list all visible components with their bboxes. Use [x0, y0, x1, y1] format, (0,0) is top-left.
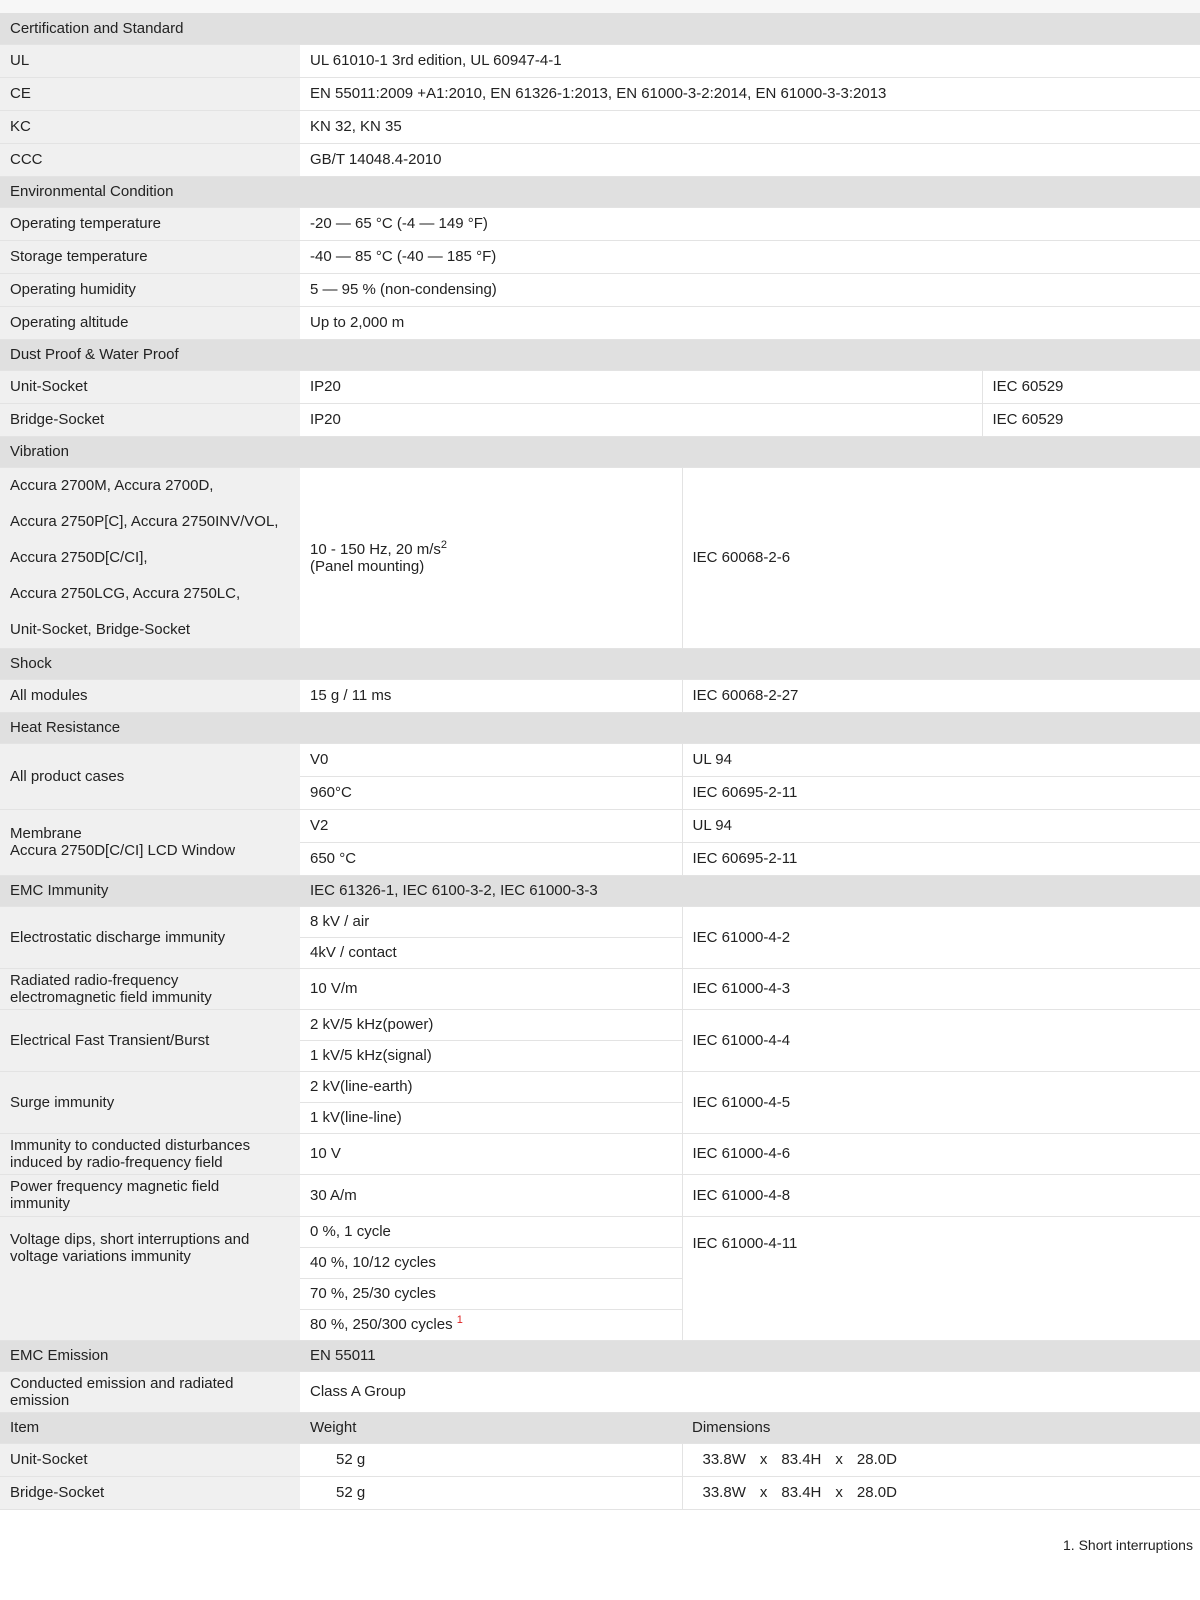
label-line: Power frequency magnetic field [10, 1178, 220, 1195]
row-value: GB/T 14048.4-2010 [300, 143, 1200, 176]
model-line: Accura 2750LCG, Accura 2750LC, [10, 584, 241, 602]
row-value: 5 — 95 % (non-condensing) [300, 273, 1200, 306]
table-row [0, 77, 1200, 110]
table-row [0, 306, 1200, 339]
section-certification [0, 13, 1200, 44]
row-label [0, 809, 300, 875]
row-label [0, 968, 300, 1009]
table-row [0, 467, 1200, 648]
section-title: Certification and Standard [0, 13, 1200, 44]
row-value: 4kV / contact [300, 937, 682, 968]
dim-w: 33.8W [702, 1484, 746, 1501]
section-title: Heat Resistance [0, 712, 1200, 743]
table-row [0, 1071, 1200, 1102]
section-title: EMC Immunity [0, 875, 300, 906]
times-sign: x [759, 1484, 768, 1501]
row-standard: IEC 60695-2-11 [682, 776, 1200, 809]
superscript: 2 [440, 538, 448, 551]
row-value: 2 kV(line-earth) [300, 1071, 682, 1102]
row-dimensions [682, 1443, 1200, 1476]
row-label [0, 1216, 300, 1340]
header-dimensions: Dimensions [682, 1412, 1200, 1443]
row-label: UL [0, 44, 300, 77]
model-line: Unit-Socket, Bridge-Socket [10, 620, 191, 638]
row-value: 960°C [300, 776, 682, 809]
row-standard: IEC 61000-4-2 [682, 906, 1200, 968]
section-title: Dust Proof & Water Proof [0, 339, 1200, 370]
row-value: -20 — 65 °C (-4 — 149 °F) [300, 207, 1200, 240]
table-row [0, 110, 1200, 143]
table-row [0, 809, 1200, 842]
row-value [300, 1309, 682, 1340]
section-vibration [0, 436, 1200, 467]
row-label: Operating altitude [0, 306, 300, 339]
section-emc-immunity [0, 875, 1200, 906]
row-standard: UL 94 [682, 809, 1200, 842]
row-weight [300, 1443, 682, 1476]
header-item: Item [0, 1412, 300, 1443]
row-value: -40 — 85 °C (-40 — 185 °F) [300, 240, 1200, 273]
row-standard: IEC 61000-4-3 [682, 968, 1200, 1009]
row-standard: IEC 60695-2-11 [682, 842, 1200, 875]
vibration-value: 10 - 150 Hz, 20 m/s [310, 540, 441, 558]
header-weight: Weight [300, 1412, 682, 1443]
table-row [0, 1371, 1200, 1412]
table-row [0, 403, 1200, 436]
row-value: V2 [300, 809, 682, 842]
dim-h: 83.4H [781, 1484, 822, 1501]
table-row [0, 679, 1200, 712]
row-standard: IEC 61000-4-11 [682, 1216, 1200, 1340]
table-row [0, 743, 1200, 776]
row-value: EN 55011:2009 +A1:2010, EN 61326-1:2013, EN 61000-3-2:2014, EN 61000-3-3:2013 [300, 77, 1200, 110]
section-shock [0, 648, 1200, 679]
row-label: Operating temperature [0, 207, 300, 240]
row-value: 1 kV(line-line) [300, 1102, 682, 1133]
row-standard: UL 94 [682, 743, 1200, 776]
row-standard: IEC 60529 [982, 370, 1200, 403]
dim-d: 28.0D [856, 1484, 897, 1501]
row-label: Electrostatic discharge immunity [0, 906, 300, 968]
table-row [0, 906, 1200, 937]
row-value: KN 32, KN 35 [300, 110, 1200, 143]
top-strip [0, 0, 1200, 13]
row-value: Class A Group [300, 1371, 1200, 1412]
table-row [0, 1476, 1200, 1509]
footnote-marker: 1 [456, 1314, 463, 1326]
label-line: Accura 2750D[C/CI] LCD Window [10, 842, 236, 859]
row-label: Electrical Fast Transient/Burst [0, 1009, 300, 1071]
row-value: 8 kV / air [300, 906, 682, 937]
section-title: EMC Emission [0, 1340, 300, 1371]
row-label [0, 1133, 300, 1174]
dim-w: 33.8W [702, 1451, 746, 1468]
label-line: electromagnetic field immunity [10, 988, 212, 1006]
section-heat-resistance [0, 712, 1200, 743]
table-row [0, 968, 1200, 1009]
label-line: immunity [10, 1195, 71, 1212]
dim-h: 83.4H [781, 1451, 822, 1468]
row-label: Bridge-Socket [0, 403, 300, 436]
row-value: UL 61010-1 3rd edition, UL 60947-4-1 [300, 44, 1200, 77]
row-value: IP20 [300, 403, 982, 436]
row-value: 70 %, 25/30 cycles [300, 1278, 682, 1309]
row-standard: IEC 61000-4-6 [682, 1133, 1200, 1174]
row-label: All modules [0, 679, 300, 712]
label-line: Radiated radio-frequency [10, 971, 179, 989]
label-line: Immunity to conducted disturbances [10, 1136, 251, 1154]
spec-table [0, 13, 1200, 1510]
row-label: Operating humidity [0, 273, 300, 306]
table-row [0, 370, 1200, 403]
row-value: IP20 [300, 370, 982, 403]
dim-d: 28.0D [856, 1451, 897, 1468]
section-value: EN 55011 [300, 1340, 1200, 1371]
row-standard: IEC 60529 [982, 403, 1200, 436]
row-value [300, 467, 682, 648]
row-weight [300, 1476, 682, 1509]
row-value: 2 kV/5 kHz(power) [300, 1009, 682, 1040]
table-row [0, 44, 1200, 77]
row-label: KC [0, 110, 300, 143]
row-value: 1 kV/5 kHz(signal) [300, 1040, 682, 1071]
weight-value: 52 g [336, 1451, 366, 1468]
label-line: emission [10, 1391, 70, 1409]
row-label: Unit-Socket [0, 1443, 300, 1476]
section-value: IEC 61326-1, IEC 6100-3-2, IEC 61000-3-3 [300, 875, 1200, 906]
row-label: CE [0, 77, 300, 110]
row-value: 30 A/m [300, 1174, 682, 1216]
row-standard: IEC 61000-4-4 [682, 1009, 1200, 1071]
table-row [0, 1174, 1200, 1216]
model-line: Accura 2700M, Accura 2700D, [10, 476, 214, 494]
label-line: Voltage dips, short interruptions and [10, 1230, 250, 1248]
table-row [0, 1216, 1200, 1247]
row-label: Storage temperature [0, 240, 300, 273]
row-value: Up to 2,000 m [300, 306, 1200, 339]
row-label [0, 1371, 300, 1412]
row-dimensions [682, 1476, 1200, 1509]
row-label [0, 1174, 300, 1216]
section-title: Shock [0, 648, 1200, 679]
row-label: All product cases [0, 743, 300, 809]
section-title: Vibration [0, 436, 1200, 467]
section-title: Environmental Condition [0, 176, 1200, 207]
table-row [0, 240, 1200, 273]
row-value: 40 %, 10/12 cycles [300, 1247, 682, 1278]
table-row [0, 143, 1200, 176]
row-standard: IEC 61000-4-8 [682, 1174, 1200, 1216]
model-line: Accura 2750P[C], Accura 2750INV/VOL, [10, 512, 279, 530]
row-value: V0 [300, 743, 682, 776]
vibration-note: (Panel mounting) [310, 557, 425, 575]
label-line: voltage variations immunity [10, 1247, 191, 1265]
section-dust-proof [0, 339, 1200, 370]
table-row [0, 273, 1200, 306]
row-label: Bridge-Socket [0, 1476, 300, 1509]
table-row [0, 1443, 1200, 1476]
section-emc-emission [0, 1340, 1200, 1371]
weight-value: 52 g [336, 1484, 366, 1501]
row-value: 650 °C [300, 842, 682, 875]
row-value: 0 %, 1 cycle [300, 1216, 682, 1247]
table-row [0, 1133, 1200, 1174]
row-label: Surge immunity [0, 1071, 300, 1133]
row-standard: IEC 61000-4-5 [682, 1071, 1200, 1133]
row-label: CCC [0, 143, 300, 176]
label-line: Membrane [10, 825, 82, 842]
section-items-header [0, 1412, 1200, 1443]
table-row [0, 207, 1200, 240]
section-environmental [0, 176, 1200, 207]
times-sign: x [835, 1484, 843, 1501]
row-standard: IEC 60068-2-27 [682, 679, 1200, 712]
row-value: 10 V [300, 1133, 682, 1174]
label-line: Conducted emission and radiated [10, 1374, 234, 1392]
times-sign: x [835, 1451, 843, 1468]
label-line: induced by radio-frequency field [10, 1153, 223, 1171]
vibration-models [0, 467, 300, 648]
footnote: 1. Short interruptions [1063, 1537, 1193, 1553]
row-standard: IEC 60068-2-6 [682, 467, 1200, 648]
row-value: 15 g / 11 ms [300, 679, 682, 712]
times-sign: x [759, 1451, 768, 1468]
row-value: 10 V/m [300, 968, 682, 1009]
row-label: Unit-Socket [0, 370, 300, 403]
table-row [0, 1009, 1200, 1040]
model-line: Accura 2750D[C/CI], [10, 548, 148, 566]
dip-value: 80 %, 250/300 cycles [310, 1316, 453, 1333]
